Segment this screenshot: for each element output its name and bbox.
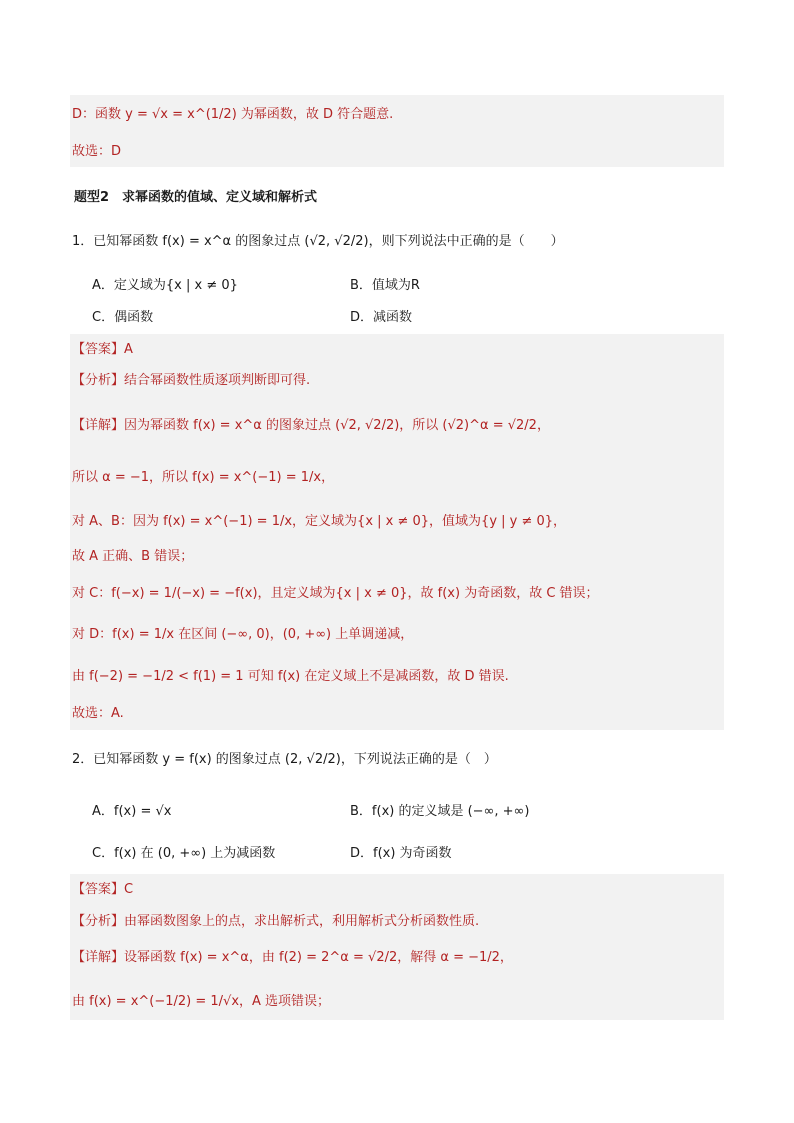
- q1-detail-line: 对 C：f(−x) = 1/(−x) = −f(x)，且定义域为{x | x ≠ 0}，故 f(x) 为奇函数，故 C 错误；: [72, 586, 599, 601]
- q1-option-d: D．减函数: [350, 310, 413, 325]
- q2-option-b: B．f(x) 的定义域是 (−∞, +∞): [350, 804, 530, 819]
- q1-detail-line: 由 f(−2) = −1/2 < f(1) = 1 可知 f(x) 在定义域上不是减函数，故 D 错误.: [72, 669, 509, 684]
- q1-detail-line: 所以 α = −1，所以 f(x) = x^(−1) = 1/x，: [72, 470, 335, 485]
- section-title: 题型2 求幂函数的值域、定义域和解析式: [74, 190, 318, 205]
- q2-detail-line: 由 f(x) = x^(−1/2) = 1/√x，A 选项错误；: [72, 994, 331, 1009]
- q1-detail-line: 对 D：f(x) = 1/x 在区间 (−∞, 0)，(0, +∞) 上单调递减，: [72, 627, 414, 642]
- q2-detail-line: 【详解】设幂函数 f(x) = x^α，由 f(2) = 2^α = √2/2，解得 α = −1/2，: [72, 950, 513, 965]
- q1-answer: 【答案】A: [72, 342, 133, 357]
- q2-stem: 2．已知幂函数 y = f(x) 的图象过点 (2, √2/2)，下列说法正确的是（ ）: [72, 752, 497, 767]
- q1-detail-line: 故 A 正确、B 错误；: [72, 549, 194, 564]
- q2-answer: 【答案】C: [72, 882, 134, 897]
- q2-option-d: D．f(x) 为奇函数: [350, 846, 452, 861]
- q1-stem: 1．已知幂函数 f(x) = x^α 的图象过点 (√2, √2/2)，则下列说法中正确的是（ ）: [72, 234, 564, 249]
- q2-option-a: A．f(x) = √x: [92, 804, 172, 819]
- q1-option-c: C．偶函数: [92, 310, 154, 325]
- q1-analysis: 【分析】结合幂函数性质逐项判断即可得.: [72, 373, 311, 388]
- q1-detail-line: 【详解】因为幂函数 f(x) = x^α 的图象过点 (√2, √2/2)，所以 (√2)^α = √2/2，: [72, 418, 550, 433]
- q2-option-c: C．f(x) 在 (0, +∞) 上为减函数: [92, 846, 276, 861]
- q1-detail-line: 故选：A.: [72, 706, 124, 721]
- prev-solution-line: D：函数 y = √x = x^(1/2) 为幂函数，故 D 符合题意.: [72, 107, 394, 122]
- q1-detail-line: 对 A、B：因为 f(x) = x^(−1) = 1/x，定义域为{x | x ≠ 0}，值域为{y | y ≠ 0}，: [72, 514, 567, 529]
- q2-analysis: 【分析】由幂函数图象上的点，求出解析式，利用解析式分析函数性质.: [72, 914, 480, 929]
- q1-option-a: A．定义域为{x | x ≠ 0}: [92, 278, 238, 293]
- prev-choice-line: 故选：D: [72, 144, 122, 159]
- q1-option-b: B．值域为R: [350, 278, 420, 293]
